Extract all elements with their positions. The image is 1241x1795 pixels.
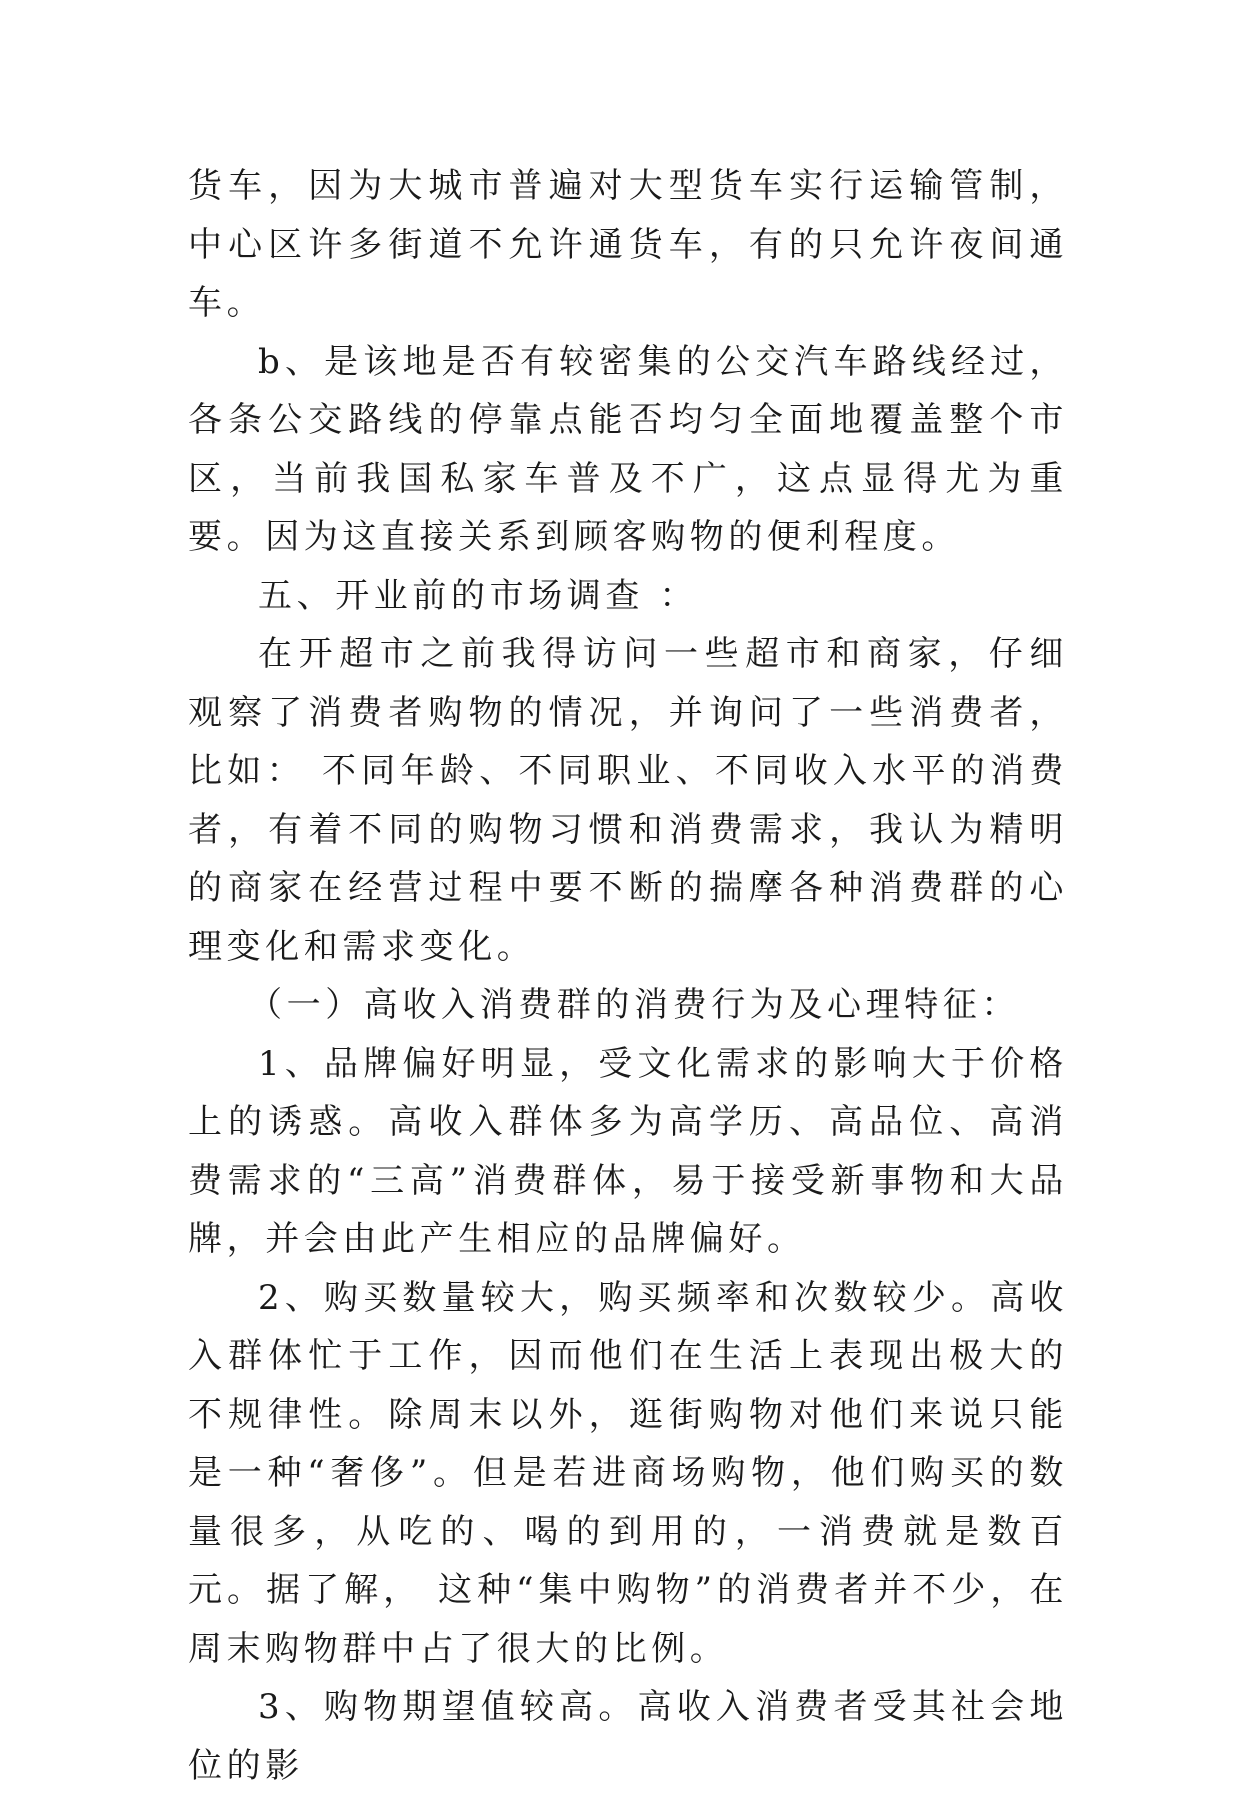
paragraph-point-2: 2、购买数量较大，购买频率和次数较少。高收入群体忙于工作，因而他们在生活上表现出极大的不规律性。除周末以外，逛街购物对他们来说只能是一种“奢侈”。但是若进商场购物，他们购买的数量很多，从吃的、喝的到用的，一消费就是数百元。据了解， 这种“集中购物”的消费者并不少，在周末购物群中占了很大的比例。 [188, 1277, 1068, 1669]
subsection-heading-high-income: （一）高收入消费群的消费行为及心理特征： [248, 985, 1020, 1025]
document-body [188, 157, 1068, 1795]
paragraph-bus-routes: b、是该地是否有较密集的公交汽车路线经过，各条公交路线的停靠点能否均匀全面地覆盖整个市区，当前我国私家车普及不广，这点显得尤为重要。因为这直接关系到顾客购物的便利程度。 [188, 341, 1068, 557]
paragraph-transport-control: 货车，因为大城市普遍对大型货车实行运输管制，中心区许多街道不允许通货车，有的只允许夜间通车。 [188, 166, 1068, 323]
paragraph-point-3: 3、购物期望值较高。高收入消费者受其社会地位的影 [188, 1687, 1068, 1786]
paragraph-survey-intro: 在开超市之前我得访问一些超市和商家，仔细观察了消费者购物的情况，并询问了一些消费者，比如： 不同年龄、不同职业、不同收入水平的消费者，有着不同的购物习惯和消费需求，我认为精明的商家在经营过程中要不断的揣摩各种消费群的心理变化和需求变化。 [188, 634, 1068, 967]
paragraph-point-1: 1、品牌偏好明显，受文化需求的影响大于价格上的诱惑。高收入群体多为高学历、高品位、高消费需求的“三高”消费群体，易于接受新事物和大品牌，并会由此产生相应的品牌偏好。 [188, 1043, 1068, 1259]
section-heading-market-survey: 五、开业前的市场调查 ： [258, 575, 699, 616]
